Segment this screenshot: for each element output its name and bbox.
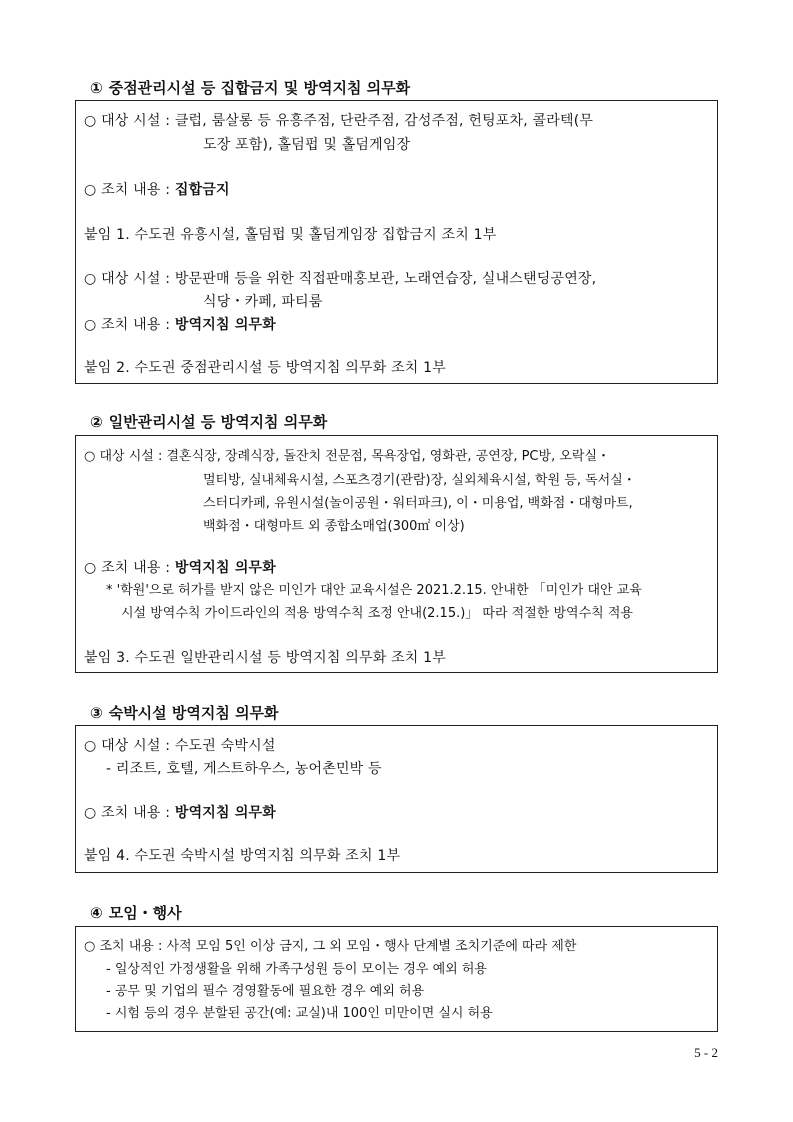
s1-measure2-value: 방역지침 의무화	[174, 317, 276, 333]
section-1-number: ①	[90, 79, 103, 97]
s2-attachment: 붙임 3. 수도권 일반관리시설 등 방역지침 의무화 조치 1부	[84, 650, 446, 666]
s3-target: ○ 대상 시설 : 수도권 숙박시설	[84, 738, 276, 754]
s2-target-line2: 멀티방, 실내체육시설, 스포츠경기(관람)장, 실외체육시설, 학원 등, 독서실・	[203, 473, 636, 488]
s2-target-line3: 스터디카페, 유원시설(놀이공원・워터파크), 이・미용업, 백화점・대형마트,	[203, 496, 633, 511]
s1-measure1-value: 집합금지	[174, 182, 230, 198]
s2-measure-label: ○ 조치 내용 :	[84, 560, 175, 576]
s1-measure2	[84, 314, 276, 334]
s2-note-line2: 시설 방역수칙 가이드라인의 적용 방역수칙 조정 안내(2.15.)」 따라 적절한 방역수칙 적용	[121, 606, 633, 621]
section-1-title-text: 중점관리시설 등 집합금지 및 방역지침 의무화	[108, 79, 411, 97]
page-number: 5 - 2	[694, 1045, 718, 1060]
s1-measure2-label: ○ 조치 내용 :	[84, 317, 175, 333]
section-3-number: ③	[90, 704, 103, 722]
s1-measure1-label: ○ 조치 내용 :	[84, 182, 175, 198]
s3-measure-value: 방역지침 의무화	[174, 805, 276, 821]
s2-measure-value: 방역지침 의무화	[174, 560, 276, 576]
s1-attachment1: 붙임 1. 수도권 유흥시설, 홀덤펍 및 홀덤게임장 집합금지 조치 1부	[84, 227, 497, 243]
section-2-title-text: 일반관리시설 등 방역지침 의무화	[108, 413, 328, 431]
s3-measure-label: ○ 조치 내용 :	[84, 805, 175, 821]
s2-note-line1: * '학원'으로 허가를 받지 않은 미인가 대안 교육시설은 2021.2.15. 안내한 「미인가 대안 교육	[106, 583, 642, 598]
s2-target-line1: ○ 대상 시설 : 결혼식장, 장례식장, 돌잔치 전문점, 목욕장업, 영화관, 공연장, PC방, 오락실・	[84, 449, 611, 464]
section-2-title	[90, 411, 327, 432]
section-2-box	[75, 435, 718, 673]
s1-attachment2: 붙임 2. 수도권 중점관리시설 등 방역지침 의무화 조치 1부	[84, 360, 446, 376]
s4-sub1: - 일상적인 가정생활을 위해 가족구성원 등이 모이는 경우 예외 허용	[106, 962, 487, 977]
s2-target-line4: 백화점・대형마트 외 종합소매업(300㎡ 이상)	[203, 519, 465, 534]
section-3-title-text: 숙박시설 방역지침 의무화	[108, 704, 279, 722]
s3-target-sub: - 리조트, 호텔, 게스트하우스, 농어촌민박 등	[106, 761, 382, 777]
section-4-title	[90, 902, 182, 923]
s3-attachment: 붙임 4. 수도권 숙박시설 방역지침 의무화 조치 1부	[84, 848, 401, 864]
s1-target1-line1: ○ 대상 시설 : 클럽, 룸살롱 등 유흥주점, 단란주점, 감성주점, 헌팅포차, 콜라텍(무	[84, 113, 594, 129]
section-3-title	[90, 702, 279, 723]
s4-sub3: - 시험 등의 경우 분할된 공간(예: 교실)내 100인 미만이면 실시 허용	[106, 1006, 493, 1021]
s4-measure: ○ 조치 내용 : 사적 모임 5인 이상 금지, 그 외 모임・행사 단계별 조치기준에 따라 제한	[84, 939, 577, 954]
section-4-number: ④	[90, 904, 103, 922]
section-1-title	[90, 77, 410, 98]
section-4-title-text: 모임・행사	[108, 904, 182, 922]
section-2-number: ②	[90, 413, 103, 431]
s2-measure	[84, 557, 276, 577]
s4-sub2: - 공무 및 기업의 필수 경영활동에 필요한 경우 예외 허용	[106, 984, 425, 999]
section-4-box	[75, 926, 718, 1032]
s1-target2-line1: ○ 대상 시설 : 방문판매 등을 위한 직접판매홍보관, 노래연습장, 실내스탠딩공연장,	[84, 271, 597, 287]
section-3-box	[75, 725, 718, 873]
s1-measure1	[84, 179, 230, 199]
s1-target2-line2: 식당・카페, 파티룸	[203, 294, 323, 310]
s1-target1-line2: 도장 포함), 홀덤펍 및 홀덤게임장	[203, 137, 411, 153]
s3-measure	[84, 802, 276, 822]
section-1-box	[75, 100, 718, 384]
